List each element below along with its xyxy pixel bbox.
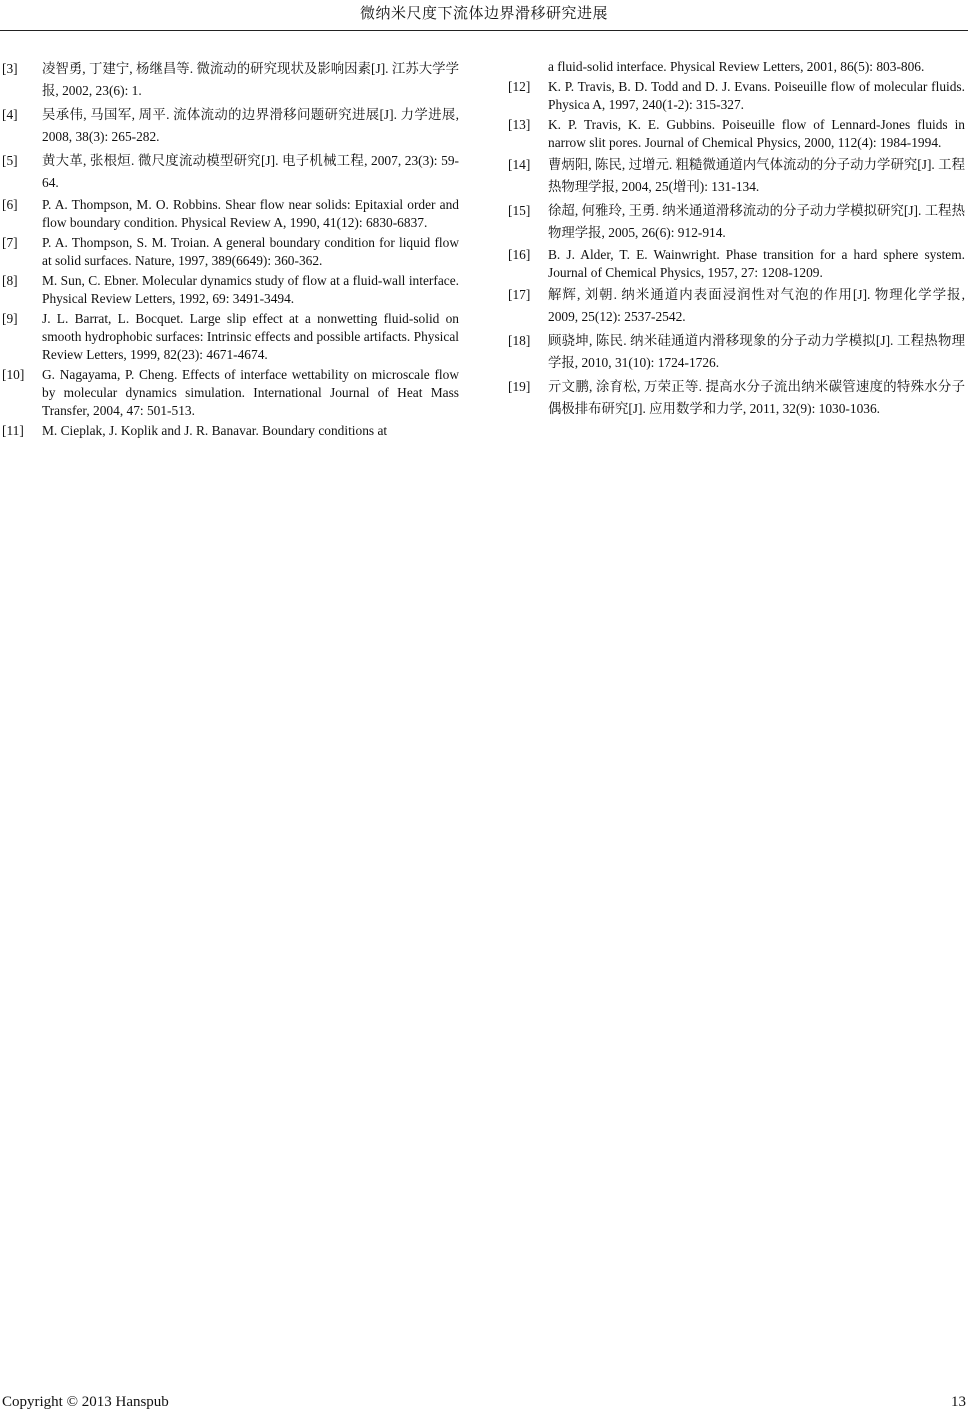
reference-continuation: a fluid-solid interface. Physical Review Letters, 2001, 86(5): 803-806. [548,59,925,74]
reference-number: [9] [2,311,18,326]
reference-item [2,104,459,148]
reference-number: [15] [508,203,531,218]
reference-text: K. P. Travis, K. E. Gubbins. Poiseuille flow of Lennard-Jones fluids in narrow slit pores. Journal of Chemical Physics, 2000, 112(4): 1984-1994. [548,117,965,150]
reference-item [508,154,965,198]
reference-text: 黄大革, 张根烜. 微尺度流动模型研究[J]. 电子机械工程, 2007, 23(3): 59-64. [42,153,459,190]
reference-number: [7] [2,235,18,250]
reference-text: J. L. Barrat, L. Bocquet. Large slip effect at a nonwetting fluid-solid on smooth hydrophobic surfaces: Intrinsic effects and possible artifacts. Physical Review Letters, 1999, 82(23): 4671-4674. [42,311,459,362]
reference-item [2,366,459,420]
right-column [508,58,965,422]
reference-item [508,246,965,282]
reference-number: [8] [2,273,18,288]
reference-text: 曹炳阳, 陈民, 过增元. 粗糙微通道内气体流动的分子动力学研究[J]. 工程热物理学报, 2004, 25(增刊): 131-134. [548,157,965,194]
reference-item [508,284,965,328]
page-number: 13 [951,1394,966,1410]
left-column [2,58,459,442]
reference-text: 解辉, 刘朝. 纳米通道内表面浸润性对气泡的作用[J]. 物理化学学报, 2009, 25(12): 2537-2542. [548,287,965,324]
reference-text: 徐超, 何雅玲, 王勇. 纳米通道滑移流动的分子动力学模拟研究[J]. 工程热物理学报, 2005, 26(6): 912-914. [548,203,965,240]
reference-text: P. A. Thompson, S. M. Troian. A general boundary condition for liquid flow at solid surfaces. Nature, 1997, 389(6649): 360-362. [42,235,459,268]
reference-text: M. Sun, C. Ebner. Molecular dynamics study of flow at a fluid-wall interface. Physical Review Letters, 1992, 69: 3491-3494. [42,273,459,306]
reference-text: G. Nagayama, P. Cheng. Effects of interface wettability on microscale flow by molecular dynamics simulation. International Journal of Heat Mass Transfer, 2004, 47: 501-513. [42,367,459,418]
reference-number: [10] [2,367,25,382]
reference-item [2,310,459,364]
reference-number: [19] [508,379,531,394]
reference-number: [16] [508,247,531,262]
reference-text: K. P. Travis, B. D. Todd and D. J. Evans. Poiseuille flow of molecular fluids. Physica A, 1997, 240(1-2): 315-327. [548,79,965,112]
reference-item [2,422,459,440]
reference-text: M. Cieplak, J. Koplik and J. R. Banavar. Boundary conditions at [42,423,388,438]
reference-number: [5] [2,153,18,168]
reference-item [2,196,459,232]
reference-number: [13] [508,117,531,132]
reference-number: [6] [2,197,18,212]
reference-number: [17] [508,287,531,302]
reference-item [508,376,965,420]
reference-item [2,58,459,102]
reference-text: 顾骁坤, 陈民. 纳米硅通道内滑移现象的分子动力学模拟[J]. 工程热物理学报, 2010, 31(10): 1724-1726. [548,333,965,370]
header-rule [0,30,968,31]
reference-item [2,234,459,270]
running-header: 微纳米尺度下流体边界滑移研究进展 [359,6,608,22]
reference-item [2,150,459,194]
reference-item [508,330,965,374]
reference-text: 吴承伟, 马国军, 周平. 流体流动的边界滑移问题研究进展[J]. 力学进展, 2008, 38(3): 265-282. [42,107,459,144]
reference-item [508,78,965,114]
reference-text: B. J. Alder, T. E. Wainwright. Phase transition for a hard sphere system. Journal of Chemical Physics, 1957, 27: 1208-1209. [548,247,965,280]
reference-number: [12] [508,79,531,94]
reference-item [508,200,965,244]
reference-number: [3] [2,61,18,76]
reference-number: [18] [508,333,531,348]
reference-number: [14] [508,157,531,172]
reference-number: [4] [2,107,18,122]
reference-number: [11] [2,423,24,438]
reference-text: 凌智勇, 丁建宁, 杨继昌等. 微流动的研究现状及影响因素[J]. 江苏大学学报, 2002, 23(6): 1. [42,61,459,98]
reference-item [508,116,965,152]
copyright-footer: Copyright © 2013 Hanspub [2,1394,169,1410]
reference-text: P. A. Thompson, M. O. Robbins. Shear flow near solids: Epitaxial order and flow boundary condition. Physical Review A, 1990, 41(12): 6830-6837. [42,197,459,230]
reference-item [2,272,459,308]
reference-text: 亓文鹏, 涂育松, 万荣正等. 提高水分子流出纳米碳管速度的特殊水分子偶极排布研究[J]. 应用数学和力学, 2011, 32(9): 1030-1036. [548,379,965,416]
